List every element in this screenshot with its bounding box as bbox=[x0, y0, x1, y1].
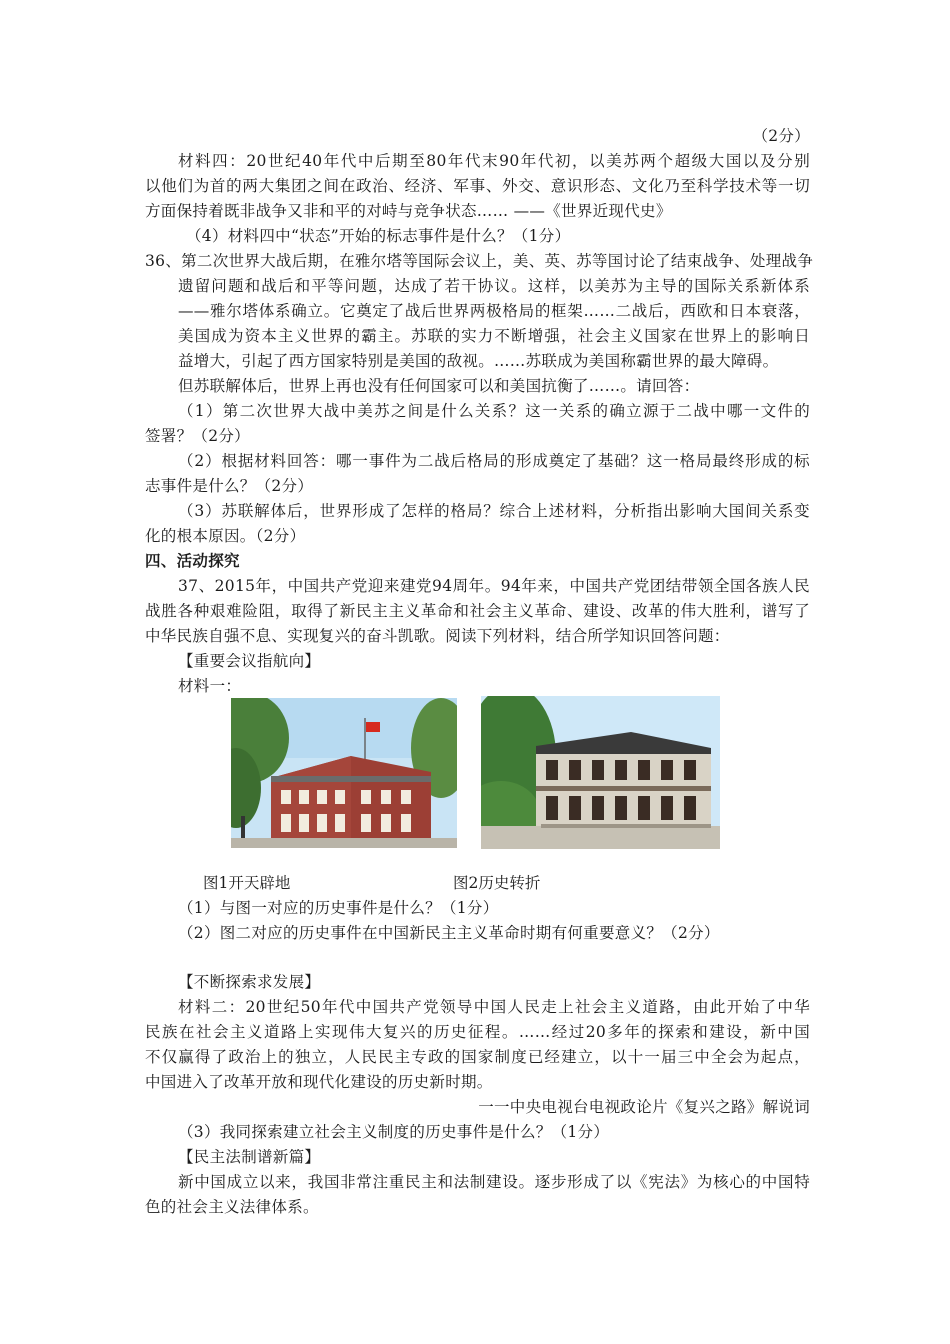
heading-important-meetings: 【重要会议指航向】 bbox=[178, 652, 321, 670]
paragraph-line-1: 新中国成立以来，我国非常注重民主和法制建设。逐步形成了以《宪法》为核心的中国特 bbox=[178, 1173, 810, 1191]
material-four-line-1: 材料四：20世纪40年代中后期至80年代末90年代初，以美苏两个超级大国以及分别 bbox=[178, 152, 810, 170]
material-two-line-4: 中国进入了改革开放和现代化建设的历史新时期。 bbox=[145, 1073, 493, 1091]
arched-building-image bbox=[481, 696, 720, 849]
question-36-sub-1b: 签署？（2分） bbox=[145, 427, 250, 445]
material-two-line-2: 民族在社会主义道路上实现伟大复兴的历史征程。……经过20多年的探索和建设，新中国 bbox=[145, 1023, 810, 1041]
heading-exploration: 【不断探索求发展】 bbox=[178, 973, 321, 991]
question-36-line-3: ——雅尔塔体系确立。它奠定了战后世界两极格局的框架……二战后，西欧和日本衰落， bbox=[178, 302, 810, 320]
question-37-line-3: 中华民族自强不息、实现复兴的奋斗凯歌。阅读下列材料，结合所学知识回答问题： bbox=[145, 627, 730, 645]
paragraph-line-2: 色的社会主义法律体系。 bbox=[145, 1198, 319, 1216]
question-36-line-1: 36、第二次世界大战后期，在雅尔塔等国际会议上，美、英、苏等国讨论了结束战争、处理战争 bbox=[145, 252, 814, 270]
material-one-label: 材料一： bbox=[178, 677, 242, 695]
red-brick-building-image bbox=[231, 698, 457, 848]
heading-democracy-law: 【民主法制谱新篇】 bbox=[178, 1148, 321, 1166]
question-36-sub-1a: （1）第二次世界大战中美苏之间是什么关系？这一关系的确立源于二战中哪一文件的 bbox=[178, 402, 810, 420]
photo-figure-1 bbox=[231, 698, 457, 848]
material-two-line-1: 材料二：20世纪50年代中国共产党领导中国人民走上社会主义道路，由此开始了中华 bbox=[178, 998, 810, 1016]
photo-figure-2 bbox=[481, 696, 720, 849]
question-36-sub-2a: （2）根据材料回答：哪一事件为二战后格局的形成奠定了基础？这一格局最终形成的标 bbox=[178, 452, 810, 470]
question-36-sub-3a: （3）苏联解体后，世界形成了怎样的格局？综合上述材料，分析指出影响大国间关系变 bbox=[178, 502, 810, 520]
caption-figure-2: 图2历史转折 bbox=[453, 874, 541, 892]
question-36-sub-2b: 志事件是什么？（2分） bbox=[145, 477, 314, 495]
question-37-line-1: 37、2015年，中国共产党迎来建党94周年。94年来，中国共产党团结带领全国各族人民 bbox=[178, 577, 810, 595]
question-4: （4）材料四中“状态”开始的标志事件是什么？（1分） bbox=[186, 227, 571, 245]
question-36-sub-3b: 化的根本原因。（2分） bbox=[145, 527, 306, 545]
caption-figure-1: 图1开天辟地 bbox=[203, 874, 291, 892]
material-two-line-3: 不仅赢得了政治上的独立，人民民主专政的国家制度已经建立，以十一届三中全会为起点， bbox=[145, 1048, 810, 1066]
question-37-line-2: 战胜各种艰难险阻，取得了新民主主义革命和社会主义革命、建设、改革的伟大胜利，谱写了 bbox=[145, 602, 810, 620]
question-36-line-5: 益增大，引起了西方国家特别是美国的敌视。……苏联成为美国称霸世界的最大障碍。 bbox=[178, 352, 779, 370]
material-two-source: 一一中央电视台电视政论片《复兴之路》解说词 bbox=[478, 1098, 810, 1116]
question-37-sub-1: （1）与图一对应的历史事件是什么？（1分） bbox=[178, 899, 499, 917]
question-36-line-4: 美国成为资本主义世界的霸主。苏联的实力不断增强，社会主义国家在世界上的影响日 bbox=[178, 327, 810, 345]
question-37-sub-2: （2）图二对应的历史事件在中国新民主主义革命时期有何重要意义？（2分） bbox=[178, 924, 720, 942]
material-four-line-3: 方面保持着既非战争又非和平的对峙与竞争状态…… ——《世界近现代史》 bbox=[145, 202, 672, 220]
question-36-line-2: 遗留问题和战后和平等问题，达成了若干协议。这样，以美苏为主导的国际关系新体系 bbox=[178, 277, 810, 295]
score-note: （2分） bbox=[752, 127, 810, 145]
question-36-line-6: 但苏联解体后，世界上再也没有任何国家可以和美国抗衡了……。请回答： bbox=[178, 377, 700, 395]
question-37-sub-3: （3）我同探索建立社会主义制度的历史事件是什么？（1分） bbox=[178, 1123, 610, 1141]
section-four-heading: 四、活动探究 bbox=[145, 551, 240, 570]
material-four-line-2: 以他们为首的两大集团之间在政治、经济、军事、外交、意识形态、文化乃至科学技术等一切 bbox=[145, 177, 810, 195]
